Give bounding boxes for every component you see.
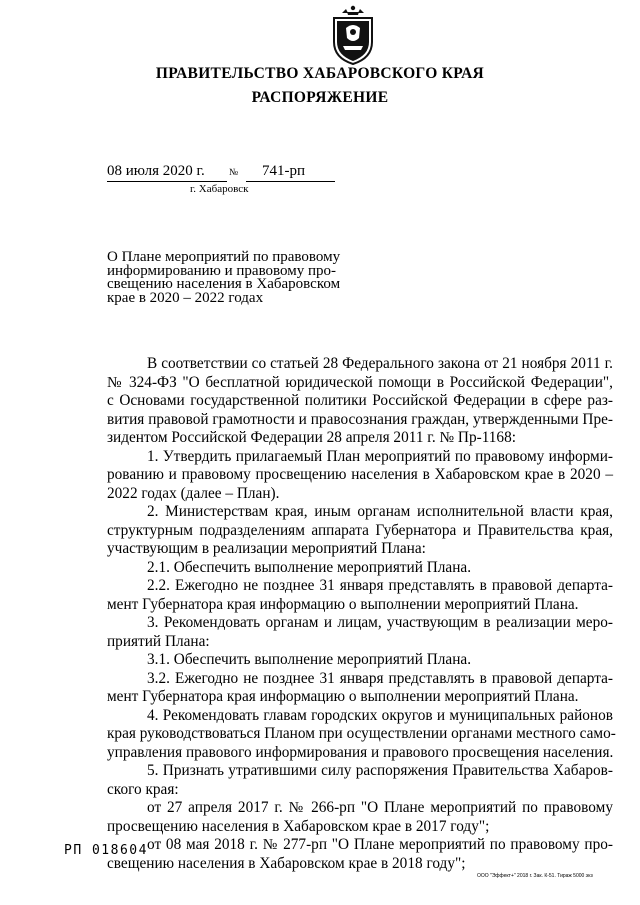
registration-number: РП 018604 <box>64 843 148 858</box>
body-line: управления правового информирования и правового просвещения населения. <box>107 743 614 761</box>
number-underline <box>246 181 335 182</box>
body-line: структурным подразделениям аппарата Губернатора и Правительства края, <box>107 521 613 539</box>
body-line: 4. Рекомендовать главам городских округов и муниципальных районов <box>147 706 613 724</box>
body-text <box>107 355 616 873</box>
body-line: края руководствоваться Планом при осуществлении органами местного само- <box>107 725 616 742</box>
body-line: 2. Министерствам края, иным органам исполнительной власти края, <box>147 503 613 520</box>
body-line: 3.1. Обеспечить выполнение мероприятий Плана. <box>147 651 472 668</box>
document-date: 08 июля 2020 г. <box>107 163 205 179</box>
body-line: 2022 годах (далее – План). <box>107 484 280 502</box>
body-line: свещению населения в Хабаровском крае в 2018 году"; <box>107 854 466 872</box>
body-line: мент Губернатора края информацию о выполнении мероприятий Плана. <box>107 595 579 613</box>
date-underline <box>107 181 227 182</box>
body-line: зидентом Российской Федерации 28 апреля 2011 г. № Пр-1168: <box>107 429 516 446</box>
body-line: приятий Плана: <box>107 632 210 650</box>
body-line: мент Губернатора края информацию о выполнении мероприятий Плана. <box>107 688 579 705</box>
body-line: 5. Признать утратившими силу распоряжения Правительства Хабаров- <box>147 762 613 779</box>
body-line: вития правовой грамотности и правосознания граждан, утвержденными Пре- <box>107 410 613 428</box>
body-line: 1. Утвердить прилагаемый План мероприятий по правовому информи- <box>147 447 613 465</box>
issue-city: г. Хабаровск <box>190 183 249 195</box>
body-line: 2.2. Ежегодно не позднее 31 января представлять в правовой департа- <box>147 577 613 594</box>
subject-line: свещению населения в Хабаровском <box>107 276 341 292</box>
document-number: 741-рп <box>262 163 306 179</box>
doc-type-title: РАСПОРЯЖЕНИЕ <box>251 89 389 106</box>
body-line: от 08 мая 2018 г. № 277-рп "О Плане мероприятий по правовому про- <box>147 836 613 853</box>
body-line: от 27 апреля 2017 г. № 266-рп "О Плане мероприятий по правовому <box>147 799 613 816</box>
body-line: просвещению населения в Хабаровском крае в 2017 году"; <box>107 817 490 835</box>
subject-line: крае в 2020 – 2022 годах <box>107 289 264 306</box>
subject-line: информированию и правовому про- <box>107 262 337 279</box>
body-line: В соответствии со статьей 28 Федерального закона от 21 ноября 2011 г. <box>147 355 613 372</box>
coat-of-arms-emblem-icon <box>328 4 378 66</box>
body-line: 2.1. Обеспечить выполнение мероприятий Плана. <box>147 558 472 576</box>
body-line: с Основами государственной политики Российской Федерации в сфере раз- <box>107 392 613 409</box>
body-line: № 324-ФЗ "О бесплатной юридической помощи в Российской Федерации", <box>107 373 613 391</box>
subject-line: О Плане мероприятий по правовому <box>107 249 341 265</box>
document-subject <box>107 251 347 305</box>
body-line: рованию и правовому просвещению населения в Хабаровском крае в 2020 – <box>107 466 613 483</box>
org-title: ПРАВИТЕЛЬСТВО ХАБАРОВСКОГО КРАЯ <box>155 65 485 82</box>
body-line: участвующим в реализации мероприятий Плана: <box>107 540 426 557</box>
body-line: 3.2. Ежегодно не позднее 31 января представлять в правовой департа- <box>147 669 613 687</box>
body-line: ского края: <box>107 780 179 798</box>
printer-note: ООО "Эффект+" 2018 г. Зак. К-51. Тираж 5000 экз <box>477 873 593 879</box>
body-line: 3. Рекомендовать органам и лицам, участвующим в реализации меро- <box>147 614 613 631</box>
number-label: № <box>229 168 239 178</box>
